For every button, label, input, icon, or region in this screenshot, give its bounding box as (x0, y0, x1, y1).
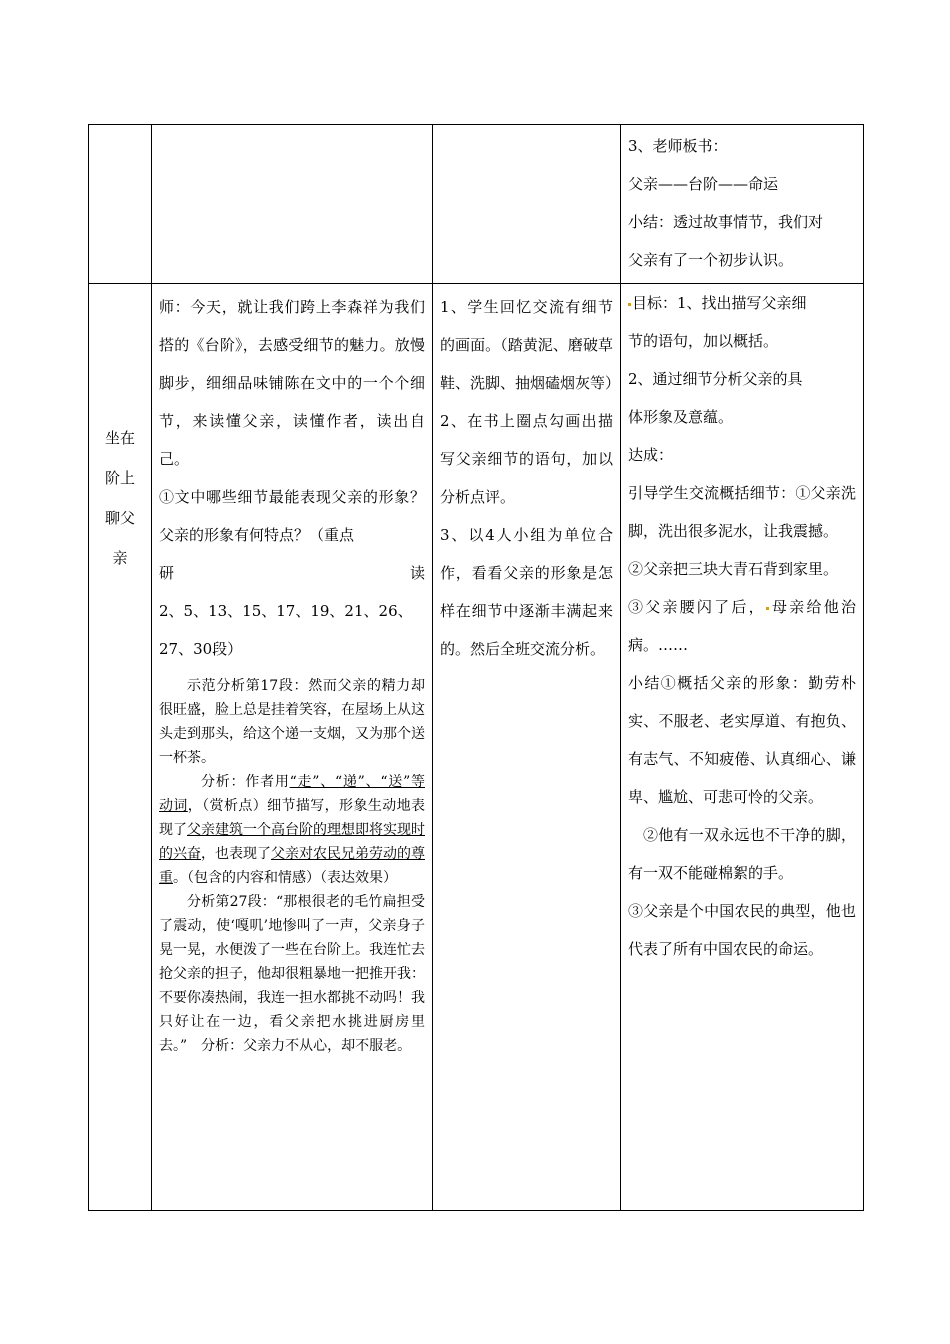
summary-line: 小结：透过故事情节，我们对 (628, 213, 824, 231)
row1-student-cell (433, 125, 621, 284)
summary-text: ③父亲是个中国农民的典型，他也代表了所有中国农民的命运。 (628, 902, 856, 958)
summary-text: ②他有一双永远也不干净的脚，有一双不能碰棉絮的手。 (628, 826, 856, 882)
teacher-activity-cell (152, 284, 433, 1211)
goal-cell (621, 284, 864, 1211)
student-step: 3、以4人小组为单位合作，看看父亲的形象是怎样在细节中逐渐丰满起来的。然后全班交流分析。 (440, 526, 613, 658)
lesson-plan-table (88, 124, 864, 1211)
detail-item: ②父亲把三块大青石背到家里。 (628, 560, 839, 578)
reach-label: 达成： (628, 446, 674, 464)
goal-line: 目标：1、找出描写父亲细 (628, 284, 856, 322)
row1-teacher-cell (152, 125, 433, 284)
paragraph-27-analysis: 分析第27段：“那根很老的毛竹扁担受了震动，使‘嘎叽’地惨叫了一声，父亲身子晃一晃，水便泼了一些在台阶上。我连忙去抢父亲的担子，他却很粗暴地一把推开我：不要你凑热闹，我连一担水都挑不动吗！我只好让在一边，看父亲把水挑进厨房里去。” 分析：父亲力不从心，却不服老。 (159, 894, 425, 1054)
guide-text: 引导学生交流概括细节：①父亲洗脚，洗出很多泥水，让我震撼。 (628, 484, 856, 540)
detail-item: ③父亲腰闪了后， 母亲给他治病。…… (628, 598, 856, 654)
analysis-text: 分析：作者用“走”、“递”、“送”等动词，（赏析点）细节描写，形象生动地表现了父亲建筑一个高台阶的理想即将实现时的兴奋，也表现了父亲对农民兄弟劳动的尊重。（包含的内容和情感）（表达效果） (159, 774, 426, 886)
student-step: 1、学生回忆交流有细节的画面。（踏黄泥、磨破草鞋、洗脚、抽烟磕烟灰等） (440, 298, 621, 392)
summary-line: 父亲有了一个初步认识。 (628, 251, 794, 269)
board-heading: 3、老师板书： (628, 137, 728, 155)
teacher-intro: 师：今天，就让我们跨上李森祥为我们搭的《台阶》，去感受细节的魅力。放慢脚步，细细品味铺陈在文中的一个个细节，来读懂父亲，读懂作者，读出自己。 (159, 298, 425, 468)
example-analysis: 示范分析第17段：然而父亲的精力却很旺盛，脸上总是挂着笑容，在屋场上从这头走到那头，给这个递一支烟，又为那个送一杯茶。 (159, 678, 425, 766)
marker-icon (766, 607, 769, 610)
goal-line: 2、通过细节分析父亲的具 (628, 370, 803, 388)
section-label-cell (89, 284, 152, 1211)
student-activity-cell (433, 284, 621, 1211)
table-row (89, 284, 864, 1211)
paragraph-list: 2、5、13、15、17、19、21、26、27、30段） (159, 602, 413, 658)
marker-icon (628, 303, 631, 306)
goal-line: 节的语句，加以概括。 (628, 332, 779, 350)
board-content: 父亲——台阶——命运 (628, 175, 779, 193)
row1-goal-cell (621, 125, 864, 284)
student-step: 2、在书上圈点勾画出描写父亲细节的语句，加以分析点评。 (440, 412, 613, 506)
row1-label-cell (89, 125, 152, 284)
teacher-question: ①文中哪些细节最能表现父亲的形象？父亲的形象有何特点？（重点 (159, 488, 425, 544)
summary-text: 小结①概括父亲的形象：勤劳朴实、不服老、老实厚道、有抱负、有志气、不知疲倦、认真细心、谦卑、尴尬、可悲可怜的父亲。 (628, 674, 856, 806)
table-row (89, 125, 864, 284)
goal-line: 体形象及意蕴。 (628, 408, 734, 426)
teacher-question-cont: 研 读 (159, 564, 425, 582)
section-label: 坐在 阶上 聊父 亲 (104, 429, 135, 567)
